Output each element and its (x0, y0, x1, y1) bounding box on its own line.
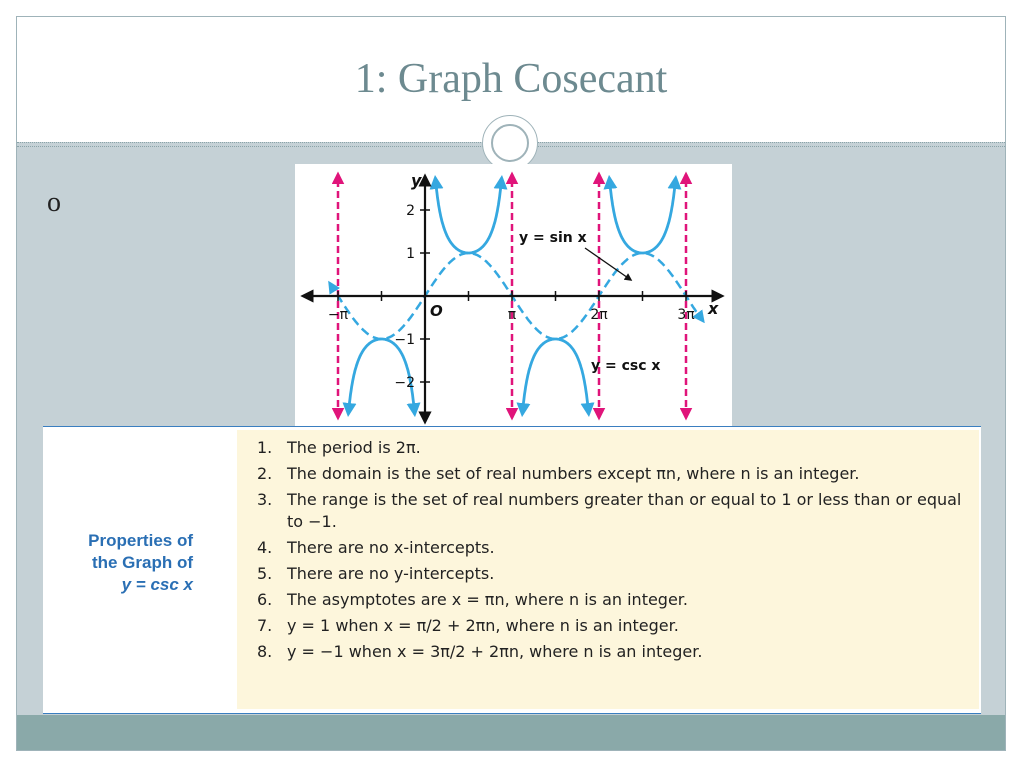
property-item-3 (257, 489, 977, 533)
x-tick-label: −π (327, 307, 349, 323)
property-item-1 (257, 437, 977, 459)
property-number: 6. (257, 590, 273, 609)
csc-branch (609, 178, 675, 253)
y-tick-label: 2 (406, 203, 415, 219)
x-tick-label: π (507, 307, 517, 323)
property-number: 5. (257, 564, 273, 583)
sin-curve-label: y = sin x (519, 230, 587, 246)
csc-curve-label: y = csc x (591, 358, 661, 374)
x-tick-label: 2π (590, 307, 608, 323)
property-text: y = 1 when x = π/2 + 2πn, where n is an integer. (287, 616, 679, 635)
property-text: The period is 2π. (287, 438, 421, 457)
x-axis-label: x (708, 299, 719, 318)
property-item-2 (257, 463, 977, 485)
property-number: 4. (257, 538, 273, 557)
y-tick-label: −2 (394, 375, 415, 391)
divider-ornament-icon (482, 115, 538, 171)
property-text: There are no x-intercepts. (287, 538, 495, 557)
property-item-8 (257, 641, 977, 663)
properties-list (257, 437, 977, 667)
property-text: The range is the set of real numbers greater than or equal to 1 or less than or equal to −1. (287, 490, 962, 531)
origin-label: O (430, 302, 443, 320)
property-text: y = −1 when x = 3π/2 + 2πn, where n is an integer. (287, 642, 703, 661)
properties-panel (43, 426, 981, 714)
divider-ornament-ring (491, 124, 529, 162)
properties-heading (49, 530, 193, 596)
property-item-4 (257, 537, 977, 559)
property-number: 7. (257, 616, 273, 635)
property-item-5 (257, 563, 977, 585)
slide (16, 16, 1006, 751)
properties-list-box (237, 430, 979, 709)
properties-heading-line-2: the Graph of (91, 553, 193, 572)
sin-label-pointer (585, 248, 631, 280)
property-text: The asymptotes are x = πn, where n is an integer. (287, 590, 688, 609)
y-tick-label: 1 (406, 246, 415, 262)
y-tick-label: −1 (394, 332, 415, 348)
cosecant-graph (295, 164, 732, 426)
property-number: 2. (257, 464, 273, 483)
property-text: The domain is the set of real numbers except πn, where n is an integer. (287, 464, 860, 483)
property-number: 8. (257, 642, 273, 661)
property-number: 3. (257, 490, 273, 509)
properties-heading-line-3: y = csc x (121, 575, 193, 594)
y-axis-label: y (411, 171, 422, 190)
footer-bar (17, 715, 1005, 751)
x-tick-label: 3π (677, 307, 695, 323)
graph-svg (295, 164, 732, 426)
property-item-6 (257, 589, 977, 611)
properties-heading-line-1: Properties of (88, 531, 193, 550)
slide-title: 1: Graph Cosecant (354, 56, 668, 102)
bullet-marker: o (47, 187, 61, 218)
csc-branch (435, 178, 501, 253)
property-item-7 (257, 615, 977, 637)
property-text: There are no y-intercepts. (287, 564, 495, 583)
csc-branch (522, 339, 588, 414)
property-number: 1. (257, 438, 273, 457)
